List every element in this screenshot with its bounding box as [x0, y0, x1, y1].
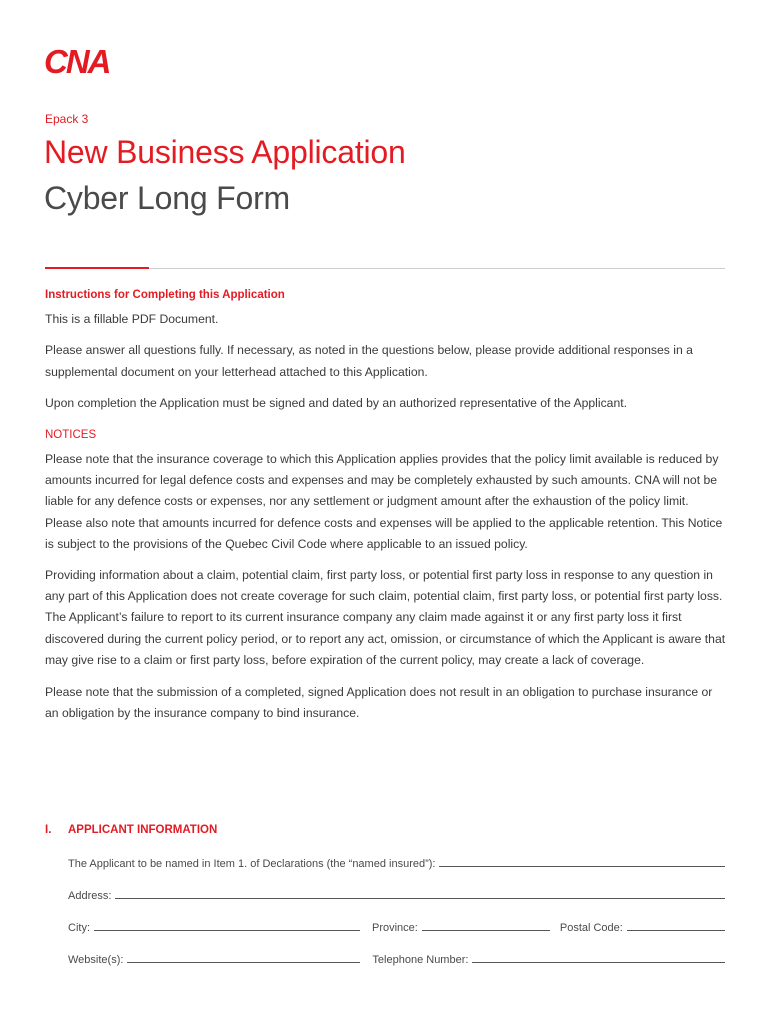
page-title: New Business Application — [44, 134, 406, 170]
postal-code-label: Postal Code: — [559, 922, 623, 934]
postal-code-field[interactable] — [627, 929, 725, 931]
address-label: Address: — [68, 890, 112, 902]
province-label: Province: — [372, 922, 418, 934]
header-divider-accent — [45, 267, 149, 269]
notices-heading: NOTICES — [45, 428, 97, 441]
instructions-heading: Instructions for Completing this Application — [45, 289, 285, 301]
section-heading — [45, 824, 725, 836]
notice-paragraph: Please note that the submission of a completed, signed Application does not result in an obligation to purchase insurance or an obligation by the insurance company to bind insurance. — [45, 684, 713, 721]
applicant-information-section — [45, 824, 725, 836]
website-label: Website(s): — [68, 954, 124, 966]
instructions-paragraph: This is a fillable PDF Document. — [45, 312, 219, 326]
instructions-paragraph: Upon completion the Application must be signed and dated by an authorized representative of the Applicant. — [45, 396, 627, 411]
named-insured-label: The Applicant to be named in Item 1. of Declarations (the “named insured”): — [68, 858, 436, 870]
epack-label: Epack 3 — [45, 112, 89, 126]
address-field[interactable] — [115, 897, 725, 899]
province-field[interactable] — [422, 929, 550, 931]
cna-logo — [44, 46, 138, 78]
section-number: I. — [45, 824, 52, 836]
telephone-field[interactable] — [472, 961, 725, 963]
telephone-label: Telephone Number: — [372, 954, 469, 966]
city-field[interactable] — [94, 929, 360, 931]
website-field[interactable] — [127, 961, 360, 963]
address-row — [68, 886, 725, 902]
website-row — [68, 950, 725, 966]
notice-paragraph: Providing information about a claim, potential claim, first party loss, or potential first party loss in response to any question in any part of this Application does not create coverage for such claim, potential claim, first party loss, or potential first party loss. The Applicant’s failure to report to its current insurance company any claim made against it or any first party loss it first discovered during the current policy period, or to report any act, omission, or circumstance of which the Applicant is aware that may give rise to a claim or first party loss, before expiration of the current policy, may create a lack of coverage. — [45, 567, 726, 668]
city-label: City: — [68, 922, 90, 934]
section-title: APPLICANT INFORMATION — [68, 824, 218, 836]
instructions-paragraph: Please answer all questions fully. If necessary, as noted in the questions below, please provide additional responses in a supplemental document on your letterhead attached to this Application. — [45, 343, 693, 379]
named-insured-field[interactable] — [439, 865, 725, 867]
notice-paragraph: Please note that the insurance coverage to which this Application applies provides that the policy limit available is reduced by amounts incurred for legal defence costs and expenses and may be completely exhausted by such amounts. CNA will not be liable for any defence costs or expenses, nor any settlement or judgment amount after the exhaustion of the policy limit. Please also note that amounts incurred for defence costs and expenses will be applied to the applicable retention. This Notice is subject to the provisions of the Quebec Civil Code where applicable to an issued policy. — [45, 451, 723, 552]
city-row — [68, 918, 725, 934]
body-content — [45, 288, 727, 725]
page-subtitle: Cyber Long Form — [44, 180, 290, 216]
svg-text:CNA: CNA — [44, 46, 110, 78]
named-insured-row — [68, 854, 725, 870]
